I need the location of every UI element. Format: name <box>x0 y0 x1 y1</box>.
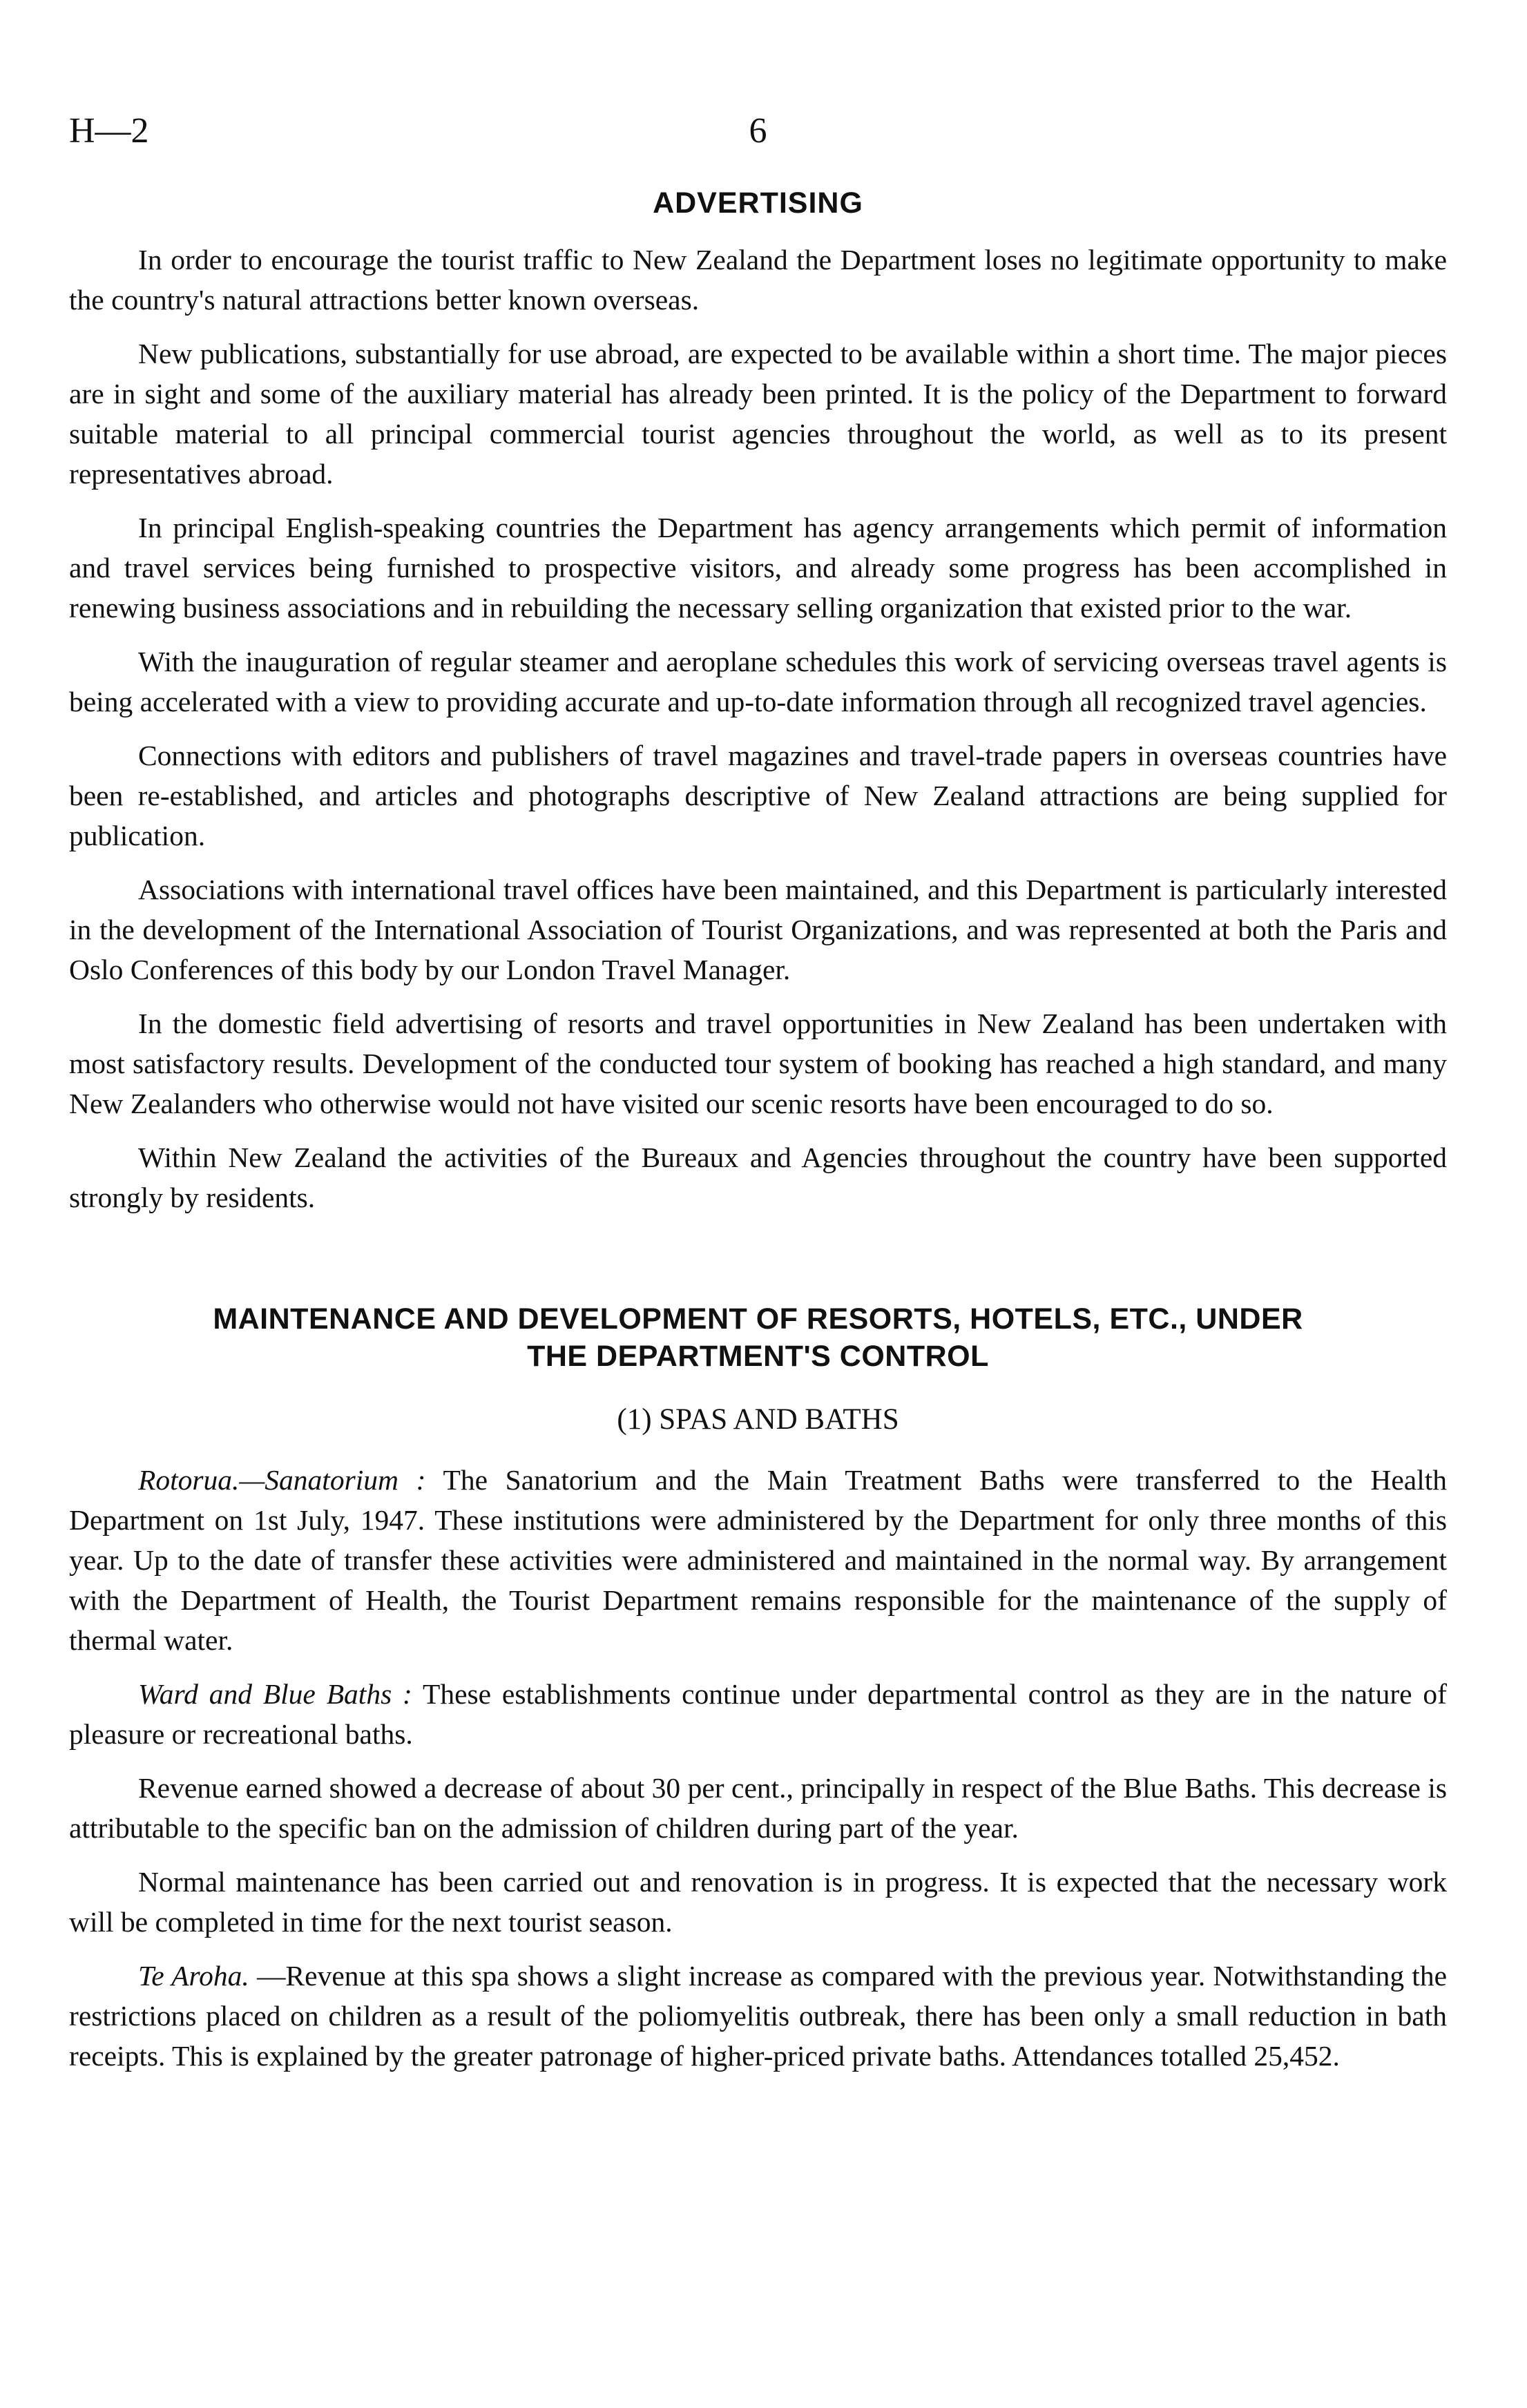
advertising-paragraph-1: In order to encourage the tourist traffic to New Zealand the Department loses no legitimate opportunity to make the country's natural attractions better known overseas. <box>69 244 1447 316</box>
rotorua-text: The Sanatorium and the Main Treatment Baths were transferred to the Health Department on 1st July, 1947. These institutions were administered by the Department for only three months of this year. Up to the date of transfer these activities were administered and maintained in the normal way. By arrangement with the Department of Health, the Tourist Department remains responsible for the maintenance of the supply of thermal water. <box>69 1464 1448 1656</box>
revenue-paragraph: Revenue earned showed a decrease of about 30 per cent., principally in respect of the Blue Baths. This decrease is attributable to the specific ban on the admission of children during part of the year. <box>69 1772 1447 1844</box>
ward-blue-run-in: Ward and Blue Baths : <box>138 1678 412 1710</box>
page-number: 6 <box>749 111 767 151</box>
maintenance-section <box>69 1300 1447 2076</box>
spas-baths-subheading: (1) SPAS AND BATHS <box>617 1403 899 1436</box>
advertising-paragraph-5: Connections with editors and publishers of travel magazines and travel-trade papers in overseas countries have been re-established, and articles and photographs descriptive of New Zealand attractions are being supplied for publication. <box>69 740 1447 851</box>
page-content <box>69 186 1447 2090</box>
ward-blue-text: These establishments continue under departmental control as they are in the nature of pleasure or recreational baths. <box>69 1678 1447 1750</box>
rotorua-run-in: Rotorua.—Sanatorium : <box>138 1464 426 1496</box>
normal-maintenance-paragraph: Normal maintenance has been carried out and renovation is in progress. It is expected that the necessary work will be completed in time for the next tourist season. <box>69 1866 1447 1938</box>
page-header <box>69 110 1447 166</box>
advertising-paragraph-3: In principal English-speaking countries the Department has agency arrangements which permit of information and travel services being furnished to prospective visitors, and already some progress has been accomplished in renewing business associations and in rebuilding the necessary selling organization that existed prior to the war. <box>69 512 1447 624</box>
te-aroha-paragraph <box>69 1956 1447 2076</box>
maintenance-heading-line-1: MAINTENANCE AND DEVELOPMENT OF RESORTS, HOTELS, ETC., UNDER <box>213 1302 1303 1336</box>
ward-blue-paragraph <box>69 1674 1447 1754</box>
te-aroha-text: —Revenue at this spa shows a slight increase as compared with the previous year. Notwithstanding the restrictions placed on children as a result of the poliomyelitis outbreak, there has been only a small reduction in bath receipts. This is explained by the greater patronage of higher-priced private baths. Attendances totalled 25,452. <box>69 1960 1447 2072</box>
rotorua-paragraph <box>69 1460 1447 1660</box>
advertising-paragraph-8: Within New Zealand the activities of the Bureaux and Agencies throughout the country have been supported strongly by residents. <box>69 1142 1447 1213</box>
advertising-section <box>69 186 1447 1217</box>
advertising-paragraph-7: In the domestic field advertising of resorts and travel opportunities in New Zealand has been undertaken with most satisfactory results. Development of the conducted tour system of booking has reached a high standard, and many New Zealanders who otherwise would not have visited our scenic resorts have been encouraged to do so. <box>69 1008 1447 1119</box>
document-reference: H—2 <box>69 111 149 151</box>
maintenance-heading <box>69 1300 1447 1375</box>
maintenance-heading-line-2: THE DEPARTMENT'S CONTROL <box>527 1340 989 1373</box>
advertising-paragraph-2: New publications, substantially for use abroad, are expected to be available within a short time. The major pieces are in sight and some of the auxiliary material has already been printed. It is the policy of the Department to forward suitable material to all principal commercial tourist agencies throughout the world, as well as to its present representatives abroad. <box>69 338 1447 490</box>
advertising-paragraph-6: Associations with international travel offices have been maintained, and this Department is particularly interested in the development of the International Association of Tourist Organizations, and was represented at both the Paris and Oslo Conferences of this body by our London Travel Manager. <box>69 874 1447 985</box>
te-aroha-run-in: Te Aroha. <box>138 1960 249 1992</box>
advertising-heading: ADVERTISING <box>653 186 863 220</box>
advertising-paragraph-4: With the inauguration of regular steamer and aeroplane schedules this work of servicing overseas travel agents is being accelerated with a view to providing accurate and up-to-date information through all recognized travel agencies. <box>69 646 1447 717</box>
